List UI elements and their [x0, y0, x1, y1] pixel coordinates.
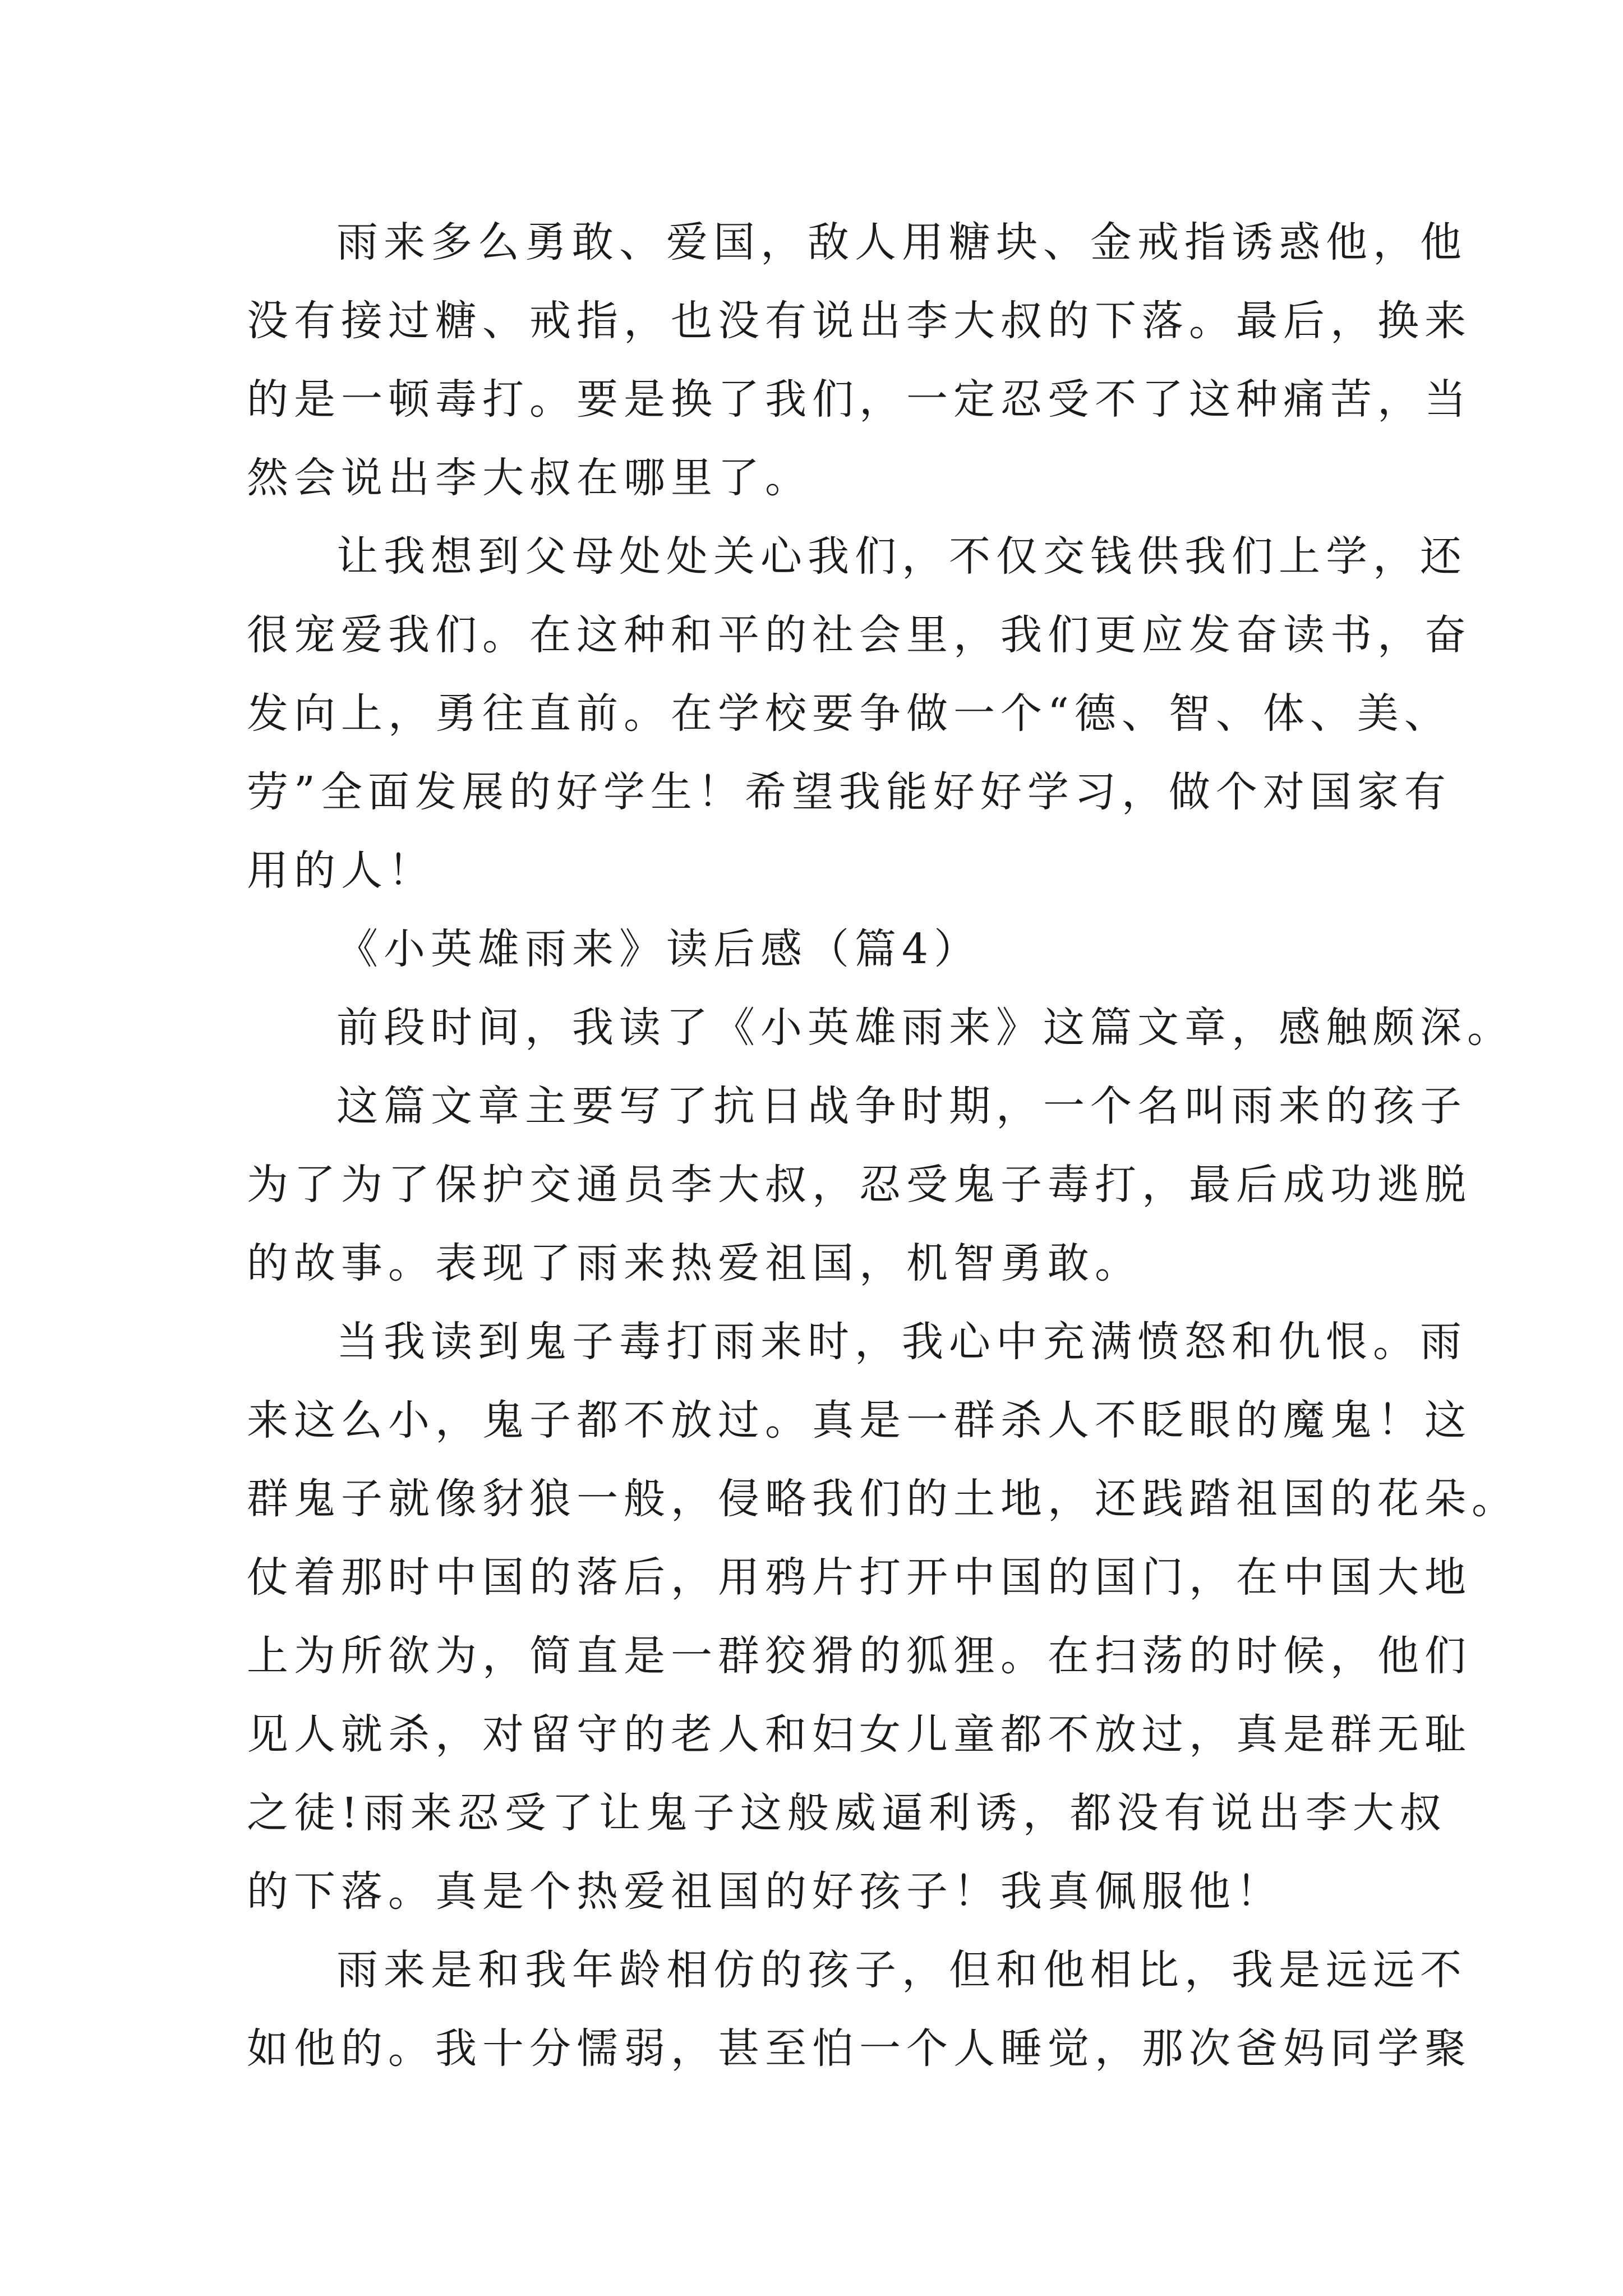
text-line: 上为所欲为，简直是一群狡猾的狐狸。在扫荡的时候，他们 [247, 1632, 1472, 1680]
text-line: 之徒!雨来忍受了让鬼子这般威逼利诱，都没有说出李大叔 [247, 1789, 1447, 1837]
text-line: 见人就杀，对留守的老人和妇女儿童都不放过，真是群无耻 [247, 1710, 1472, 1759]
text-line: 的故事。表现了雨来热爱祖国，机智勇敢。 [247, 1239, 1142, 1287]
section-heading: 《小英雄雨来》读后感（篇4） [336, 925, 981, 973]
text-line: 发向上，勇往直前。在学校要争做一个“德、智、体、美、 [247, 689, 1451, 738]
text-line: 让我想到父母处处关心我们，不仅交钱供我们上学，还 [336, 532, 1467, 581]
text-line: 然会说出李大叔在哪里了。 [247, 454, 812, 502]
text-line: 劳”全面发展的好学生！希望我能好好学习，做个对国家有 [247, 768, 1451, 816]
text-line: 来这么小，鬼子都不放过。真是一群杀人不眨眼的魔鬼！这 [247, 1396, 1472, 1444]
text-line: 当我读到鬼子毒打雨来时，我心中充满愤怒和仇恨。雨 [336, 1318, 1467, 1366]
text-line: 很宠爱我们。在这种和平的社会里，我们更应发奋读书，奋 [247, 611, 1472, 659]
text-line: 用的人！ [247, 846, 435, 895]
text-line: 的是一顿毒打。要是换了我们，一定忍受不了这种痛苦，当 [247, 375, 1472, 424]
text-line: 没有接过糖、戒指，也没有说出李大叔的下落。最后，换来 [247, 297, 1472, 345]
text-line: 为了为了保护交通员李大叔，忍受鬼子毒打，最后成功逃脱 [247, 1161, 1472, 1209]
text-line: 这篇文章主要写了抗日战争时期，一个名叫雨来的孩子 [336, 1082, 1467, 1130]
text-line: 前段时间，我读了《小英雄雨来》这篇文章，感触颇深。 [336, 1004, 1514, 1052]
text-line: 雨来多么勇敢、爱国，敌人用糖块、金戒指诱惑他，他 [336, 218, 1467, 266]
text-line: 仗着那时中国的落后，用鸦片打开中国的国门，在中国大地 [247, 1553, 1472, 1602]
text-line: 雨来是和我年龄相仿的孩子，但和他相比，我是远远不 [336, 1946, 1467, 1994]
text-line: 群鬼子就像豺狼一般，侵略我们的土地，还践踏祖国的花朵。 [247, 1475, 1519, 1523]
text-line: 的下落。真是个热爱祖国的好孩子！我真佩服他！ [247, 1867, 1283, 1916]
text-line: 如他的。我十分懦弱，甚至怕一个人睡觉，那次爸妈同学聚 [247, 2024, 1472, 2073]
